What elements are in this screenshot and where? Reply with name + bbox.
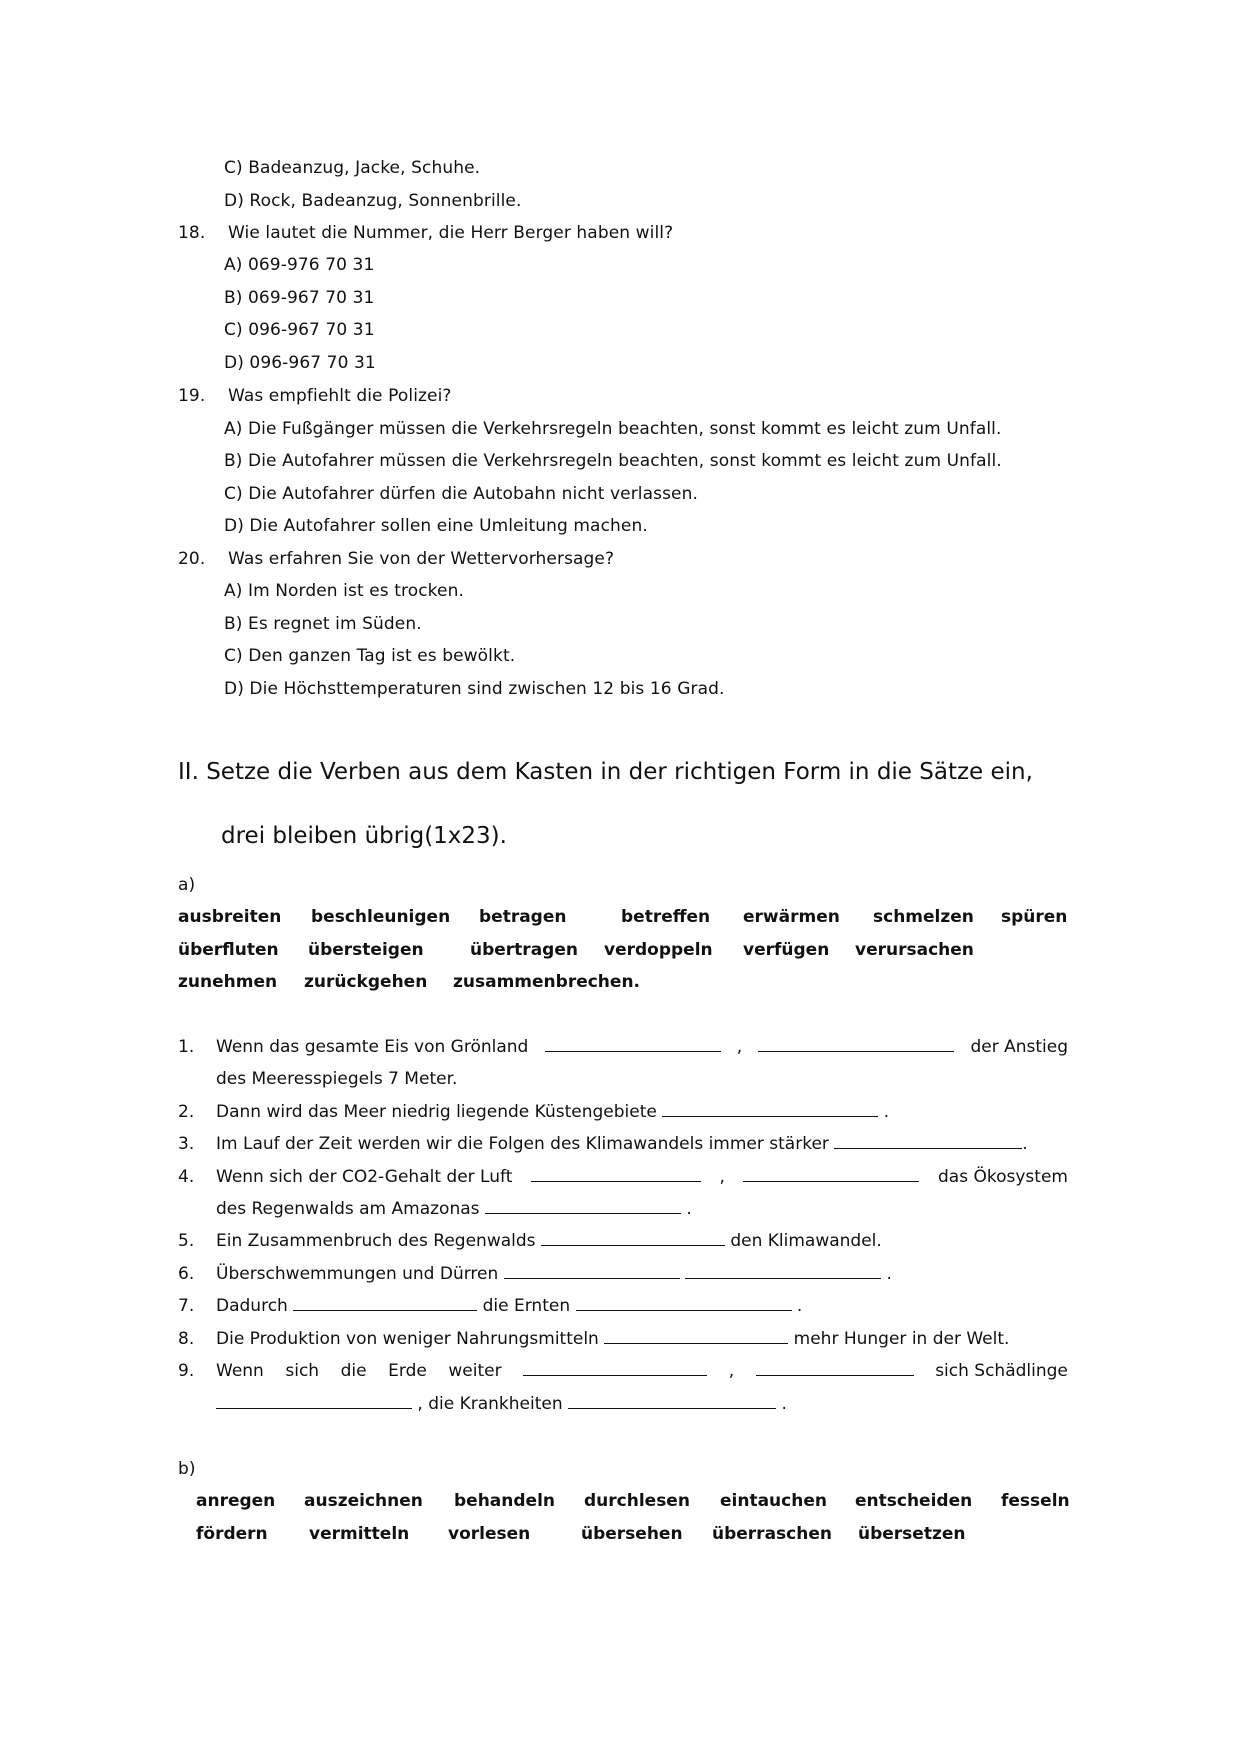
sentence-text: . xyxy=(781,1394,787,1414)
option-prev-d: D) Rock, Badeanzug, Sonnenbrille. xyxy=(224,191,522,211)
answer-option: A) Im Norden ist es trocken. xyxy=(224,581,464,601)
sentence-text: . xyxy=(1022,1134,1028,1154)
option-prev-c: C) Badeanzug, Jacke, Schuhe. xyxy=(224,158,481,178)
sentence-text: Wenn xyxy=(216,1361,264,1381)
answer-option: B) Die Autofahrer müssen die Verkehrsregeln beachten, sonst kommt es leicht zum Unfall. xyxy=(224,451,1002,471)
sentence-text: Dadurch xyxy=(216,1296,288,1316)
word-item: entscheiden xyxy=(855,1491,973,1511)
sentence-text: . xyxy=(796,1296,803,1316)
sentence-7 xyxy=(216,1296,802,1316)
answer-blank[interactable] xyxy=(758,1037,954,1052)
sentence-number: 2. xyxy=(178,1102,195,1122)
answer-blank[interactable] xyxy=(531,1167,701,1182)
question-text: Was erfahren Sie von der Wettervorhersage? xyxy=(228,549,615,569)
word-row xyxy=(178,940,1068,960)
word-item: erwärmen xyxy=(743,907,840,927)
sentence-text: , xyxy=(736,1037,743,1057)
sentence-5 xyxy=(216,1231,882,1251)
answer-option: B) Es regnet im Süden. xyxy=(224,614,422,634)
word-item: übersehen xyxy=(581,1524,683,1544)
answer-option: D) 096-967 70 31 xyxy=(224,353,376,373)
word-item: überfluten xyxy=(178,940,279,960)
word-item: ausbreiten xyxy=(178,907,282,927)
answer-blank[interactable] xyxy=(541,1231,725,1246)
answer-blank[interactable] xyxy=(216,1394,412,1409)
word-item: zurückgehen xyxy=(304,972,428,992)
word-item: vermitteln xyxy=(309,1524,410,1544)
word-item: verfügen xyxy=(743,940,830,960)
sentence-number: 7. xyxy=(178,1296,195,1316)
word-item: verdoppeln xyxy=(604,940,713,960)
answer-option: C) 096-967 70 31 xyxy=(224,320,375,340)
sentence-number: 1. xyxy=(178,1037,195,1057)
sentence-text: Überschwemmungen und Dürren xyxy=(216,1264,499,1284)
sentence-text: Dann wird das Meer niedrig liegende Küstengebiete xyxy=(216,1102,657,1122)
sentence-text: Die Produktion von weniger Nahrungsmitteln xyxy=(216,1329,599,1349)
answer-blank[interactable] xyxy=(568,1394,776,1409)
word-item: spüren xyxy=(1001,907,1068,927)
answer-blank[interactable] xyxy=(293,1296,477,1311)
answer-option: A) Die Fußgänger müssen die Verkehrsregeln beachten, sonst kommt es leicht zum Unfall. xyxy=(224,419,1002,439)
sentence-text: mehr Hunger in der Welt. xyxy=(793,1329,1010,1349)
sentence-text: den Klimawandel. xyxy=(730,1231,882,1251)
answer-blank[interactable] xyxy=(834,1134,1022,1149)
sentence-text: die Ernten xyxy=(482,1296,571,1316)
word-item: fesseln xyxy=(1001,1491,1070,1511)
sentence-text: , xyxy=(728,1361,735,1381)
sentence-text: Wenn das gesamte Eis von Grönland xyxy=(216,1037,529,1057)
word-row xyxy=(196,1524,1086,1544)
word-item: überraschen xyxy=(712,1524,832,1544)
question-text: Wie lautet die Nummer, die Herr Berger haben will? xyxy=(228,223,674,243)
sentence-4-continued xyxy=(216,1199,692,1219)
sentence-text: des Meeresspiegels 7 Meter. xyxy=(216,1069,458,1089)
answer-option: A) 069-976 70 31 xyxy=(224,255,375,275)
word-item: auszeichnen xyxy=(304,1491,423,1511)
sentence-number: 9. xyxy=(178,1361,195,1381)
sentence-2 xyxy=(216,1102,889,1122)
sentence-text: Im Lauf der Zeit werden wir die Folgen des Klimawandels immer stärker xyxy=(216,1134,829,1154)
question-number: 19. xyxy=(178,386,206,406)
sentence-text: weiter xyxy=(448,1361,502,1381)
answer-option: C) Die Autofahrer dürfen die Autobahn nicht verlassen. xyxy=(224,484,698,504)
sentence-3 xyxy=(216,1134,1028,1154)
answer-blank[interactable] xyxy=(604,1329,788,1344)
sentence-text: die xyxy=(340,1361,367,1381)
sentence-4 xyxy=(216,1167,1068,1187)
word-item: behandeln xyxy=(454,1491,556,1511)
part-label: b) xyxy=(178,1459,196,1479)
sentence-text: der Anstieg xyxy=(970,1037,1068,1057)
answer-blank[interactable] xyxy=(756,1361,914,1376)
sentence-9 xyxy=(216,1361,1068,1381)
question-text: Was empfiehlt die Polizei? xyxy=(228,386,452,406)
sentence-text: sich Schädlinge xyxy=(935,1361,1068,1381)
sentence-1 xyxy=(216,1037,1068,1057)
sentence-number: 3. xyxy=(178,1134,195,1154)
answer-option: D) Die Höchsttemperaturen sind zwischen 12 bis 16 Grad. xyxy=(224,679,725,699)
answer-blank[interactable] xyxy=(545,1037,721,1052)
word-item: betragen xyxy=(479,907,567,927)
word-row xyxy=(178,907,1068,927)
word-item: verursachen xyxy=(855,940,974,960)
word-item: übersetzen xyxy=(858,1524,966,1544)
sentence-text: . xyxy=(886,1264,892,1284)
part-label: a) xyxy=(178,875,196,895)
answer-option: D) Die Autofahrer sollen eine Umleitung machen. xyxy=(224,516,648,536)
answer-blank[interactable] xyxy=(504,1264,680,1279)
sentence-text: Wenn sich der CO2-Gehalt der Luft xyxy=(216,1167,513,1187)
word-item: übersteigen xyxy=(308,940,424,960)
sentence-text: , die Krankheiten xyxy=(417,1394,563,1414)
section-heading: II. Setze die Verben aus dem Kasten in der richtigen Form in die Sätze ein, xyxy=(178,759,1033,785)
sentence-9-continued xyxy=(216,1394,787,1414)
sentence-number: 5. xyxy=(178,1231,195,1251)
answer-blank[interactable] xyxy=(523,1361,707,1376)
word-item: fördern xyxy=(196,1524,268,1544)
word-item: vorlesen xyxy=(448,1524,531,1544)
word-item: schmelzen xyxy=(873,907,974,927)
answer-blank[interactable] xyxy=(662,1102,878,1117)
word-row xyxy=(178,972,1068,992)
word-item: übertragen xyxy=(470,940,578,960)
sentence-number: 6. xyxy=(178,1264,195,1284)
answer-option: C) Den ganzen Tag ist es bewölkt. xyxy=(224,646,516,666)
sentence-text: des Regenwalds am Amazonas xyxy=(216,1199,480,1219)
word-item: betreffen xyxy=(621,907,711,927)
sentence-8 xyxy=(216,1329,1009,1349)
sentence-6 xyxy=(216,1264,892,1284)
sentence-text: . xyxy=(686,1199,692,1219)
answer-option: B) 069-967 70 31 xyxy=(224,288,375,308)
sentence-text: , xyxy=(719,1167,725,1187)
word-item: anregen xyxy=(196,1491,276,1511)
sentence-text: . xyxy=(883,1102,890,1122)
word-row xyxy=(196,1491,1086,1511)
sentence-number: 8. xyxy=(178,1329,195,1349)
answer-blank[interactable] xyxy=(685,1264,881,1279)
sentence-text: das Ökosystem xyxy=(938,1167,1068,1187)
word-item: beschleunigen xyxy=(311,907,451,927)
sentence-text: Ein Zusammenbruch des Regenwalds xyxy=(216,1231,536,1251)
sentence-number: 4. xyxy=(178,1167,195,1187)
section-heading-continued: drei bleiben übrig(1x23). xyxy=(221,823,507,849)
answer-blank[interactable] xyxy=(485,1199,681,1214)
answer-blank[interactable] xyxy=(743,1167,919,1182)
word-item: zusammenbrechen. xyxy=(453,972,640,992)
question-number: 20. xyxy=(178,549,206,569)
word-item: eintauchen xyxy=(720,1491,827,1511)
word-item: zunehmen xyxy=(178,972,278,992)
question-number: 18. xyxy=(178,223,206,243)
word-item: durchlesen xyxy=(584,1491,690,1511)
answer-blank[interactable] xyxy=(576,1296,792,1311)
sentence-text: sich xyxy=(285,1361,320,1381)
sentence-text: Erde xyxy=(388,1361,427,1381)
